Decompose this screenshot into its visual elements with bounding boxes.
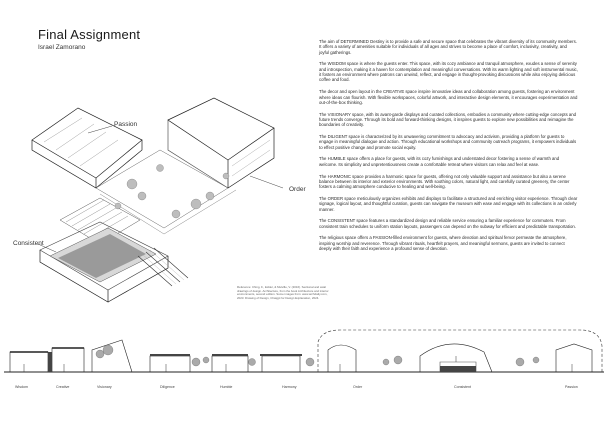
section-label-harmony: Harmony [282,385,297,389]
label-passion: Passion [114,121,138,128]
section-label-diligence: Diligence [160,385,175,389]
long-section-drawing [0,300,611,390]
description-text [319,39,578,258]
paragraph: The VISIONARY space, with its avant-garde displays and curated collections, embodies a community where cutting-edge concepts and future trends converge. Through its bold and forward-thinking designs, it inspires guests to explore new possibilities and reimagine the boundaries of creativity. [319,111,577,128]
paragraph: The aim of DETERMINED Destiny is to provide a safe and secure space that celebrates the vibrant diversity of its community members. It offers a variety of amenities suitable for individuals of all ages and strives to become a place of comfort, inclusivity, creativity, and joyful gatherings. [319,39,577,55]
section-label-creative: Creative [56,385,70,389]
paragraph: The decor and open layout in the CREATIVE space inspire innovative ideas and collaboration among guests, fostering an environment where ideas can flourish. With flexible workspaces, colorful artwork, and interactive design elements, it encourages experimentation and out-of-the-box thinking. [319,89,578,105]
order-room [168,98,274,160]
section-label-consistent: Consistent [454,385,471,389]
section-label-wisdom: Wisdom [15,385,28,389]
section-label-order: Order [353,385,363,389]
paragraph: The WISDOM space is where the guests enter. This space, with its cozy ambiance and tranquil atmosphere, exudes a sense of serenity and introspection, making it a haven for contemplation and meaningful conversations. With its warm lighting and soft instrumental music, it fosters an environment where patrons can unwind, reflect, and engage in thought-provoking discussions while also enjoying delicious coffee and food. [319,61,578,83]
label-order: Order [289,186,306,193]
paragraph: The HARMONIC space provides a harmonic space for guests, offering not only valuable support and assistance but also a serene balance between its interior and exterior environments. With soothing colors, natural light, and carefully curated greenery, the center fosters a calming atmosphere conducive to healing and well-being. [319,173,570,190]
paragraph: The HUMBLE space offers a place for guests, with its cozy furnishings and understated decor fostering a sense of warmth and welcome. Its simplicity and unpretentiousness create a comfortable retreat where visitors can relax and feel at ease. [319,156,560,167]
references: Reference: Ching, F., Eckler, & Mulville, V. (2016). Sectional and axial drawings of design. Architecture, from the book Architecture and interior environments, second edition. Some images from: www.archdaily.com, 2023. Drawing of Design, Chatgpt for Design Explanation, 2024. [237,285,329,300]
section-label-humble: Humble [220,385,233,389]
page-title: Final Assignment [38,27,141,42]
paragraph: The CONSISTENT space features a standardized design and reliable service ensuring a familiar experience for commuters. From consistent train schedules to uniform station layouts, passengers can depend on the subway for efficient and predictable transportation. [319,218,576,229]
author-name: Israel Zamorano [38,44,86,51]
label-consistent: Consistent [13,240,44,247]
paragraph: The DILIGENT space is characterized by its unwavering commitment to advocacy and activism, providing a platform for guests to engage in meaningful dialogue and action. Through educational workshops and community outreach programs, it empowers individuals to effect positive change and promote social equity. [319,134,577,150]
section-label-visionary: Visionary [97,385,112,389]
section-label-passion: Passion [565,385,578,389]
passion-room [32,108,142,178]
paragraph: The religious space offers a PASSION-filled environment for guests, where devotion and spiritual fervor permeate the atmosphere, inspiring worship and reverence. Through vibrant rituals, heartfelt prayers, and meaningful sermons, guests are invited to connect deeply with their faith and experience a profound sense of devotion. [319,235,567,252]
paragraph: The ORDER space meticulously organizes exhibits and displays to facilitate a structured and enriching visitor experience. Through clear signage, logical layout, and thoughtful curation, guests can navigate the museum with ease and engage with its collections in an orderly manner. [319,195,578,212]
